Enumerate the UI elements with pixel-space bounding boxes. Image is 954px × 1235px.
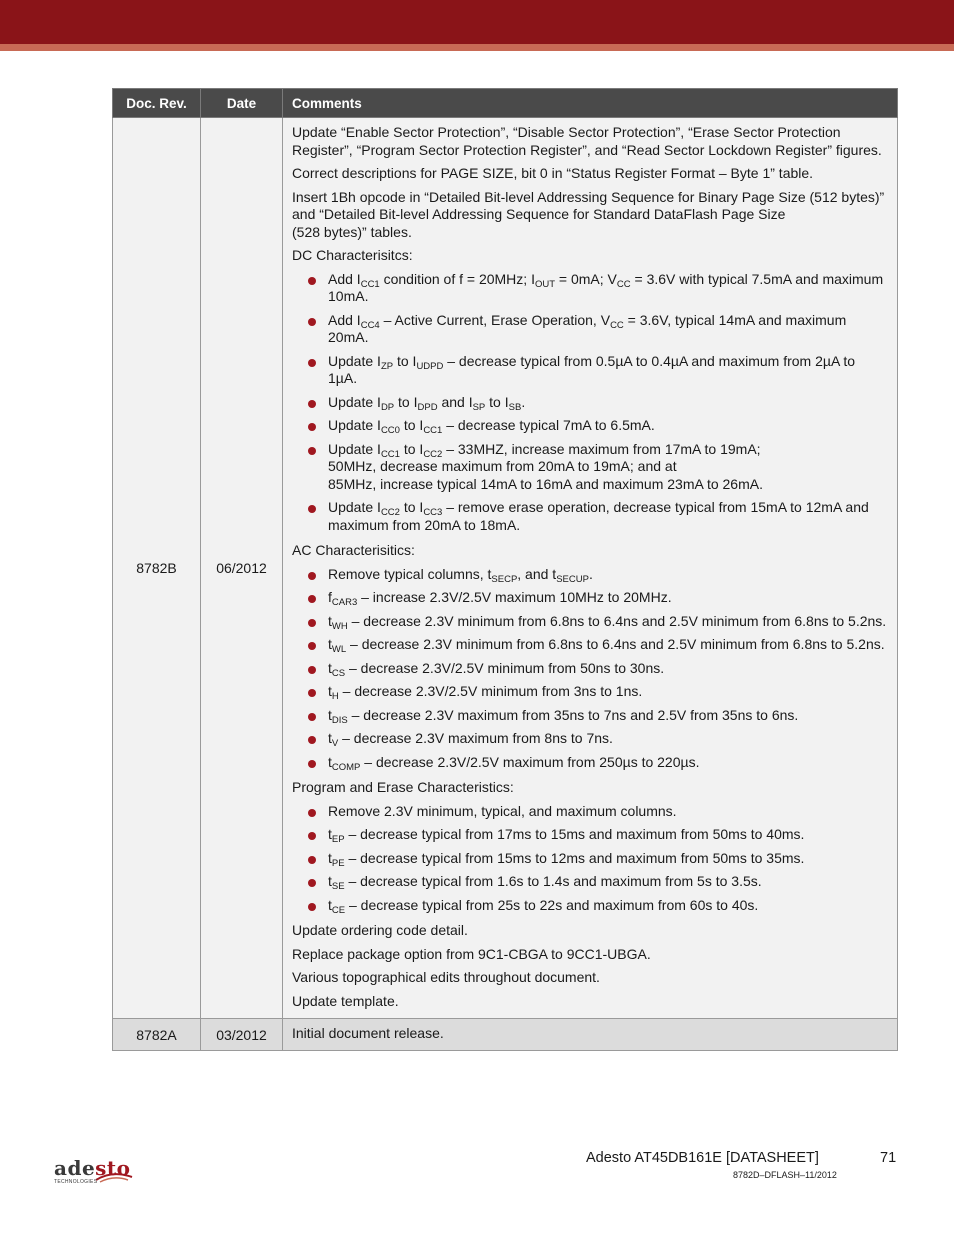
list-item-text: Update $I_{CC2}$ to $I_{CC3}$ – remove erase operation, decrease typical from 15mA to 12mA and maximum from 20mA to 18mA.	[328, 499, 869, 533]
list-item-text: Update $I_{DP}$ to $I_{DPD}$ and $I_{SP}$ to $I_{SB}$.	[328, 393, 526, 413]
list-item	[292, 351, 888, 392]
logo-wordmark: adesto	[54, 1156, 131, 1180]
list-item-text: Add $I_{CC4}$ – Active Current, Erase Operation, $V_{CC} = 3.6V$, typical 14mA and maximum 20mA.	[328, 311, 847, 345]
bullet-list	[292, 801, 888, 921]
comment-paragraph: AC Characterisitics:	[292, 542, 415, 558]
list-item	[292, 752, 888, 776]
comment-paragraph: Update ordering code detail.	[292, 922, 468, 938]
footer-doc-code: 8782D–DFLASH–11/2012	[733, 1170, 837, 1180]
list-item-text: Remove 2.3V minimum, typical, and maximum columns.	[328, 802, 677, 819]
list-item-text: Update $I_{CC0}$ to $I_{CC1}$ – decrease typical 7mA to 6.5mA.	[328, 417, 655, 436]
list-item-text: Update $I_{ZP}$ to $I_{UDPD}$ – decrease typical from 0.5µA to 0.4µA and maximum from 2µA to 1µA.	[328, 352, 856, 386]
revision-history-table	[112, 88, 898, 1051]
list-item-text: Update $I_{CC1}$ to $I_{CC2} - 33MHZ$, increase maximum from 17mA to 19mA; 50MHz, decrease maximum from 20mA to 19mA; and at 85MHz, increase typical 14mA to 16mA and maximum 23mA to 26mA.	[328, 440, 763, 492]
column-header-doc-rev: Doc. Rev.	[113, 89, 201, 118]
list-item	[292, 895, 888, 919]
bullet-icon	[308, 359, 316, 367]
header-stripe	[0, 44, 954, 51]
bullet-icon	[308, 856, 316, 864]
doc-rev-cell: 8782A	[113, 1019, 201, 1051]
list-item-text: $t_{WL}$ – decrease 2.3V minimum from 6.8ns to 6.4ns and 2.5V minimum from 6.8ns to 5.2ns.	[328, 636, 885, 655]
list-item	[292, 801, 888, 825]
doc-rev-cell: 8782B	[113, 118, 201, 1019]
list-item-text: $t_V$ – decrease 2.3V maximum from 8ns to 7ns.	[328, 730, 613, 749]
list-item-text: $t_{COMP}$ – decrease 2.3V/2.5V maximum from 250µs to 220µs.	[328, 753, 700, 773]
list-item	[292, 415, 888, 439]
bullet-icon	[308, 619, 316, 627]
bullet-icon	[308, 572, 316, 580]
list-item	[292, 871, 888, 895]
list-item-text: $f_{CAR3}$ – increase 2.3V/2.5V maximum 10MHz to 20MHz.	[328, 589, 672, 608]
list-item	[292, 634, 888, 658]
bullet-icon	[308, 400, 316, 408]
column-header-comments: Comments	[283, 89, 898, 118]
bullet-icon	[308, 423, 316, 431]
list-item	[292, 587, 888, 611]
list-item-text: $t_{EP}$ – decrease typical from 17ms to 15ms and maximum from 50ms to 40ms.	[328, 826, 805, 845]
list-item	[292, 439, 888, 498]
list-item	[292, 728, 888, 752]
list-item-text: Add $I_{CC1}$ condition of f = 20MHz; $I_{OUT} = 0mA$; $V_{CC} = 3.6V$ with typical 7.5mA and maximum 10mA.	[328, 270, 884, 304]
list-item	[292, 392, 888, 416]
table-row	[113, 118, 898, 1019]
comment-paragraph: Initial document release.	[292, 1024, 444, 1041]
bullet-icon	[308, 713, 316, 721]
comments-cell	[283, 118, 898, 1019]
date-cell: 06/2012	[201, 118, 283, 1019]
table-header-row	[113, 89, 898, 118]
bullet-icon	[308, 689, 316, 697]
bullet-icon	[308, 277, 316, 285]
list-item-text: $t_{WH}$ – decrease 2.3V minimum from 6.8ns to 6.4ns and 2.5V minimum from 6.8ns to 5.2ns.	[328, 612, 887, 632]
bullet-icon	[308, 879, 316, 887]
comment-paragraph: Correct descriptions for PAGE SIZE, bit 0 in “Status Register Format – Byte 1” table.	[292, 165, 814, 181]
list-item-text: $t_{SE}$ – decrease typical from 1.6s to 1.4s and maximum from 5s to 3.5s.	[328, 873, 762, 892]
list-item-text: $t_H$ – decrease 2.3V/2.5V minimum from 3ns to 1ns.	[328, 683, 643, 702]
bullet-icon	[308, 447, 316, 455]
list-item	[292, 705, 888, 729]
bullet-icon	[308, 736, 316, 744]
comment-paragraph: Update template.	[292, 992, 399, 1009]
list-item	[292, 681, 888, 705]
bullet-icon	[308, 642, 316, 650]
comment-paragraph: Various topographical edits throughout document.	[292, 969, 600, 985]
list-item	[292, 824, 888, 848]
bullet-list	[292, 269, 888, 541]
logo-subtitle: TECHNOLOGIES	[54, 1179, 98, 1185]
list-item-text: $t_{DIS}$ – decrease 2.3V maximum from 35ns to 7ns and 2.5V from 35ns to 6ns.	[328, 706, 799, 726]
bullet-icon	[308, 595, 316, 603]
bullet-list	[292, 564, 888, 778]
list-item	[292, 658, 888, 682]
list-item-text: $t_{PE}$ – decrease typical from 15ms to 12ms and maximum from 50ms to 35ms.	[328, 849, 805, 869]
table-row	[113, 1019, 898, 1051]
footer-document-title: Adesto AT45DB161E [DATASHEET]	[586, 1150, 819, 1166]
list-item	[292, 497, 888, 538]
header-bar	[0, 0, 954, 44]
list-item	[292, 611, 888, 635]
bullet-icon	[308, 666, 316, 674]
comment-paragraph: DC Characterisitcs:	[292, 247, 413, 263]
comment-paragraph: Update “Enable Sector Protection”, “Disable Sector Protection”, “Erase Sector Protection Register”, “Program Sector Protection Register”, and “Read Sector Lockdown Register” figures.	[292, 124, 882, 158]
comments-cell	[283, 1019, 898, 1051]
date-cell: 03/2012	[201, 1019, 283, 1051]
adesto-logo	[54, 1156, 144, 1188]
bullet-icon	[308, 903, 316, 911]
bullet-icon	[308, 809, 316, 817]
list-item-text: Remove typical columns, $t_{SECP}$, and $t_{SECUP}$.	[328, 565, 593, 585]
list-item	[292, 310, 888, 351]
list-item-text: $t_{CS}$ – decrease 2.3V/2.5V minimum from 50ns to 30ns.	[328, 659, 665, 679]
comment-paragraph: Insert 1Bh opcode in “Detailed Bit-level Addressing Sequence for Binary Page Size (512 bytes)” and “Detailed Bit-level Addressing Sequence for Standard DataFlash Page Size (528 bytes)” tables.	[292, 188, 885, 240]
list-item	[292, 848, 888, 872]
list-item	[292, 564, 888, 588]
list-item	[292, 269, 888, 310]
column-header-date: Date	[201, 89, 283, 118]
comment-paragraph: Program and Erase Characteristics:	[292, 779, 514, 795]
logo-swoosh-icon	[94, 1172, 134, 1184]
bullet-icon	[308, 318, 316, 326]
list-item-text: $t_{CE}$ – decrease typical from 25s to 22s and maximum from 60s to 40s.	[328, 896, 759, 916]
bullet-icon	[308, 505, 316, 513]
bullet-icon	[308, 832, 316, 840]
page-number: 71	[880, 1150, 897, 1166]
bullet-icon	[308, 760, 316, 768]
comment-paragraph: Replace package option from 9C1-CBGA to 9CC1-UBGA.	[292, 945, 651, 962]
